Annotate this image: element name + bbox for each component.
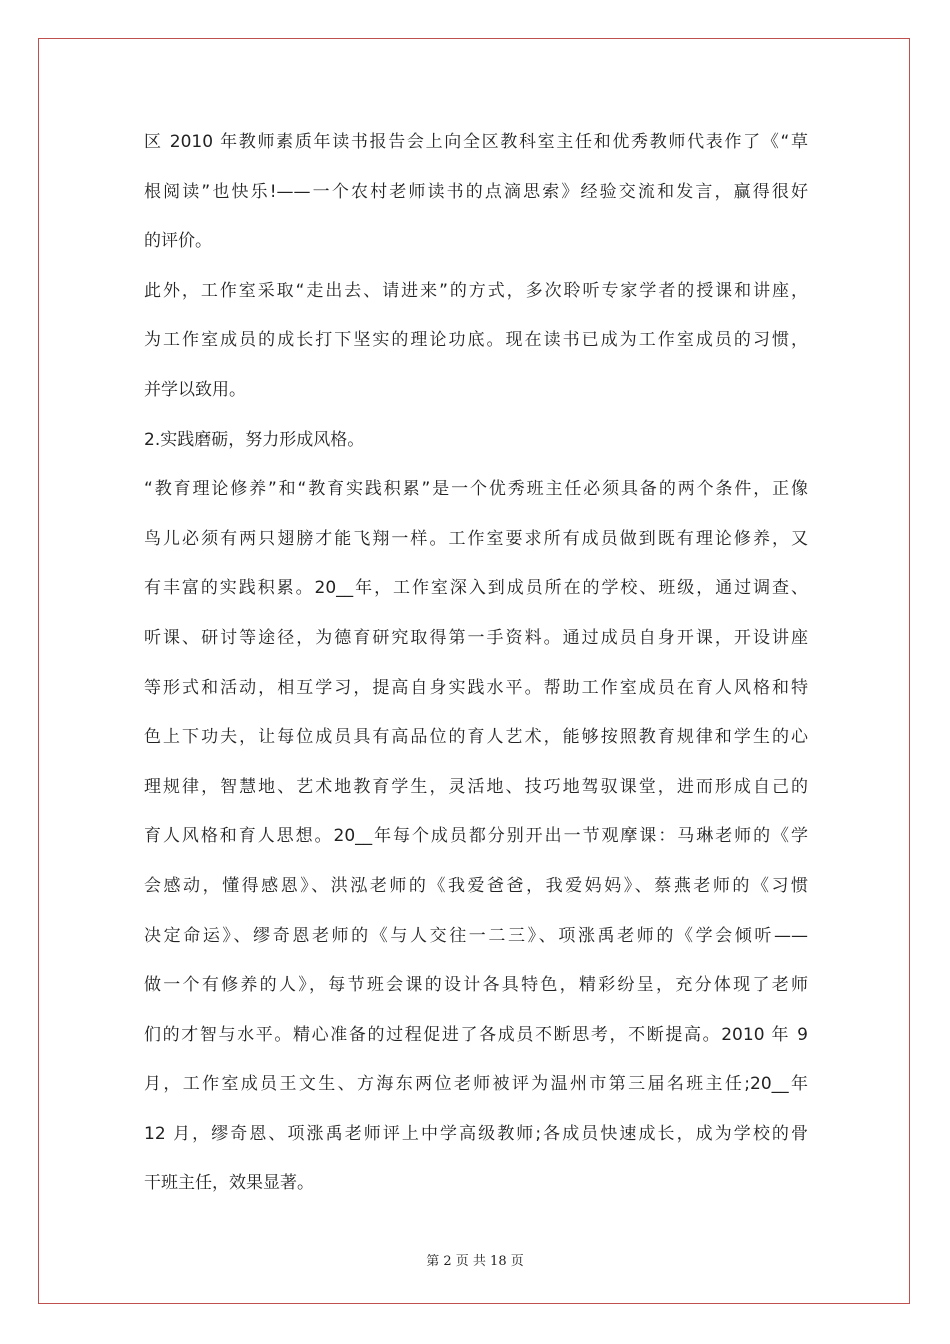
text-line: 有丰富的实践积累。20__年，工作室深入到成员所在的学校、班级，通过调查、 (144, 578, 808, 599)
text-line: 月，工作室成员王文生、方海东两位老师被评为温州市第三届名班主任;20__年 (144, 1074, 808, 1095)
text-line: 听课、研讨等途径，为德育研究取得第一手资料。通过成员自身开课，开设讲座 (144, 627, 808, 648)
text-line: 区 2010 年教师素质年读书报告会上向全区教科室主任和优秀教师代表作了《“草 (144, 132, 808, 152)
text-line: 育人风格和育人思想。20__年每个成员都分别开出一节观摩课：马琳老师的《学 (144, 826, 808, 847)
text-line: 干班主任，效果显著。 (144, 1173, 314, 1194)
text-line: “教育理论修养”和“教育实践积累”是一个优秀班主任必须具备的两个条件，正像 (144, 479, 808, 500)
text-line: 为工作室成员的成长打下坚实的理论功底。现在读书已成为工作室成员的习惯， (144, 330, 808, 351)
text-line: 做一个有修养的人》，每节班会课的设计各具特色，精彩纷呈，充分体现了老师 (144, 975, 808, 996)
text-line: 2.实践磨砺，努力形成风格。 (144, 429, 365, 450)
text-line: 们的才智与水平。精心准备的过程促进了各成员不断思考，不断提高。2010 年 9 (144, 1024, 808, 1045)
text-line: 理规律，智慧地、艺术地教育学生，灵活地、技巧地驾驭课堂，进而形成自己的 (144, 776, 808, 797)
page-number: 第 2 页 共 18 页 (426, 1254, 524, 1269)
text-line: 等形式和活动，相互学习，提高自身实践水平。帮助工作室成员在育人风格和特 (144, 677, 808, 698)
document-body (144, 118, 808, 1209)
text-line: 鸟儿必须有两只翅膀才能飞翔一样。工作室要求所有成员做到既有理论修养，又 (144, 528, 808, 549)
text-line: 的评价。 (144, 231, 212, 252)
text-line: 色上下功夫，让每位成员具有高品位的育人艺术，能够按照教育规律和学生的心 (144, 727, 808, 748)
text-line: 并学以致用。 (144, 379, 246, 400)
text-line: 此外，工作室采取“走出去、请进来”的方式，多次聆听专家学者的授课和讲座， (144, 280, 808, 301)
text-line: 12 月，缪奇恩、项涨禹老师评上中学高级教师;各成员快速成长，成为学校的骨 (144, 1123, 808, 1144)
text-line: 决定命运》、缪奇恩老师的《与人交往一二三》、项涨禹老师的《学会倾听—— (144, 925, 808, 946)
text-line: 会感动，懂得感恩》、洪泓老师的《我爱爸爸，我爱妈妈》、蔡燕老师的《习惯 (144, 875, 808, 896)
text-line: 根阅读”也快乐!——一个农村老师读书的点滴思索》经验交流和发言，赢得很好 (144, 181, 808, 202)
